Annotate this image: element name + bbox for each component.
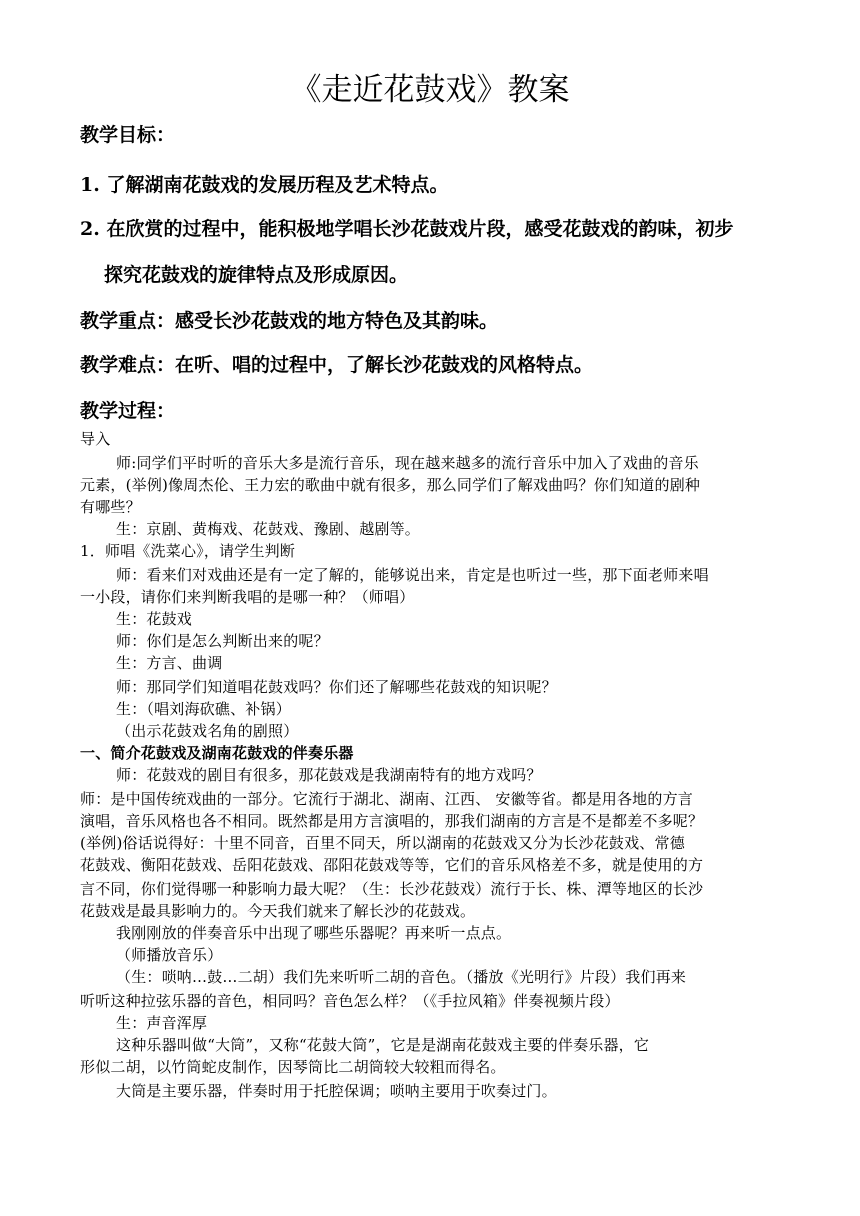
heading-line: 教学难点：在听、唱的过程中，了解长沙花鼓戏的风格特点。: [80, 354, 594, 376]
body-line: 生：（唱刘海砍礁、补锅）: [116, 700, 291, 718]
body-line: 我刚刚放的伴奏音乐中出现了哪些乐器呢？再来听一点点。: [116, 924, 512, 942]
body-line: 演唱，音乐风格也各不相同。既然都是用方言演唱的，那我们湖南的方言是不是都差不多呢？: [80, 812, 704, 830]
body-line: 花鼓戏是最具影响力的。今天我们就来了解长沙的花鼓戏。: [80, 902, 476, 920]
body-line: 元素，(举例)像周杰伦、王力宏的歌曲中就有很多，那么同学们了解戏曲吗？你们知道的剧种: [80, 476, 701, 494]
body-line: 听听这种拉弦乐器的音色，相同吗？音色怎么样？（《手拉风箱》伴奏视频片段）: [80, 992, 620, 1010]
heading-line: 1. 了解湖南花鼓戏的发展历程及艺术特点。: [80, 174, 449, 196]
body-line: 一小段，请你们来判断我唱的是哪一种？（师唱）: [80, 588, 415, 606]
body-line: 这种乐器叫做“大筒”，又称“花鼓大筒”，它是是湖南花鼓戏主要的伴奏乐器，它: [116, 1036, 650, 1054]
body-line: 师：是中国传统戏曲的一部分。它流行于湖北、湖南、江西、 安徽等省。都是用各地的方言: [80, 790, 693, 808]
body-line: 1．师唱《洗菜心》，请学生判断: [80, 542, 296, 560]
body-line: （出示花鼓戏名角的剧照）: [116, 722, 299, 740]
body-line: （师播放音乐）: [116, 946, 223, 964]
body-line: 形似二胡，以竹筒蛇皮制作，因琴筒比二胡筒较大较粗而得名。: [80, 1058, 506, 1076]
body-line: 生：花鼓戏: [116, 610, 193, 628]
body-line: 生：方言、曲调: [116, 654, 223, 672]
body-line: 师：你们是怎么判断出来的呢？: [116, 632, 329, 650]
heading-line: 教学目标：: [80, 124, 176, 146]
heading-line: 教学过程：: [80, 400, 176, 422]
body-line: 言不同，你们觉得哪一种影响力最大呢？（生：长沙花鼓戏）流行于长、株、潭等地区的长沙: [80, 880, 704, 898]
body-line: (举例)俗话说得好：十里不同音，百里不同天，所以湖南的花鼓戏又分为长沙花鼓戏、常德: [80, 834, 685, 852]
body-line: 生：京剧、黄梅戏、花鼓戏、豫剧、越剧等。: [116, 520, 421, 538]
body-line: 师：那同学们知道唱花鼓戏吗？你们还了解哪些花鼓戏的知识呢？: [116, 678, 557, 696]
body-line: 花鼓戏、衡阳花鼓戏、岳阳花鼓戏、邵阳花鼓戏等等，它们的音乐风格差不多，就是使用的方: [80, 856, 704, 874]
body-line: 师：花鼓戏的剧目有很多，那花鼓戏是我湖南特有的地方戏吗？: [116, 766, 542, 784]
heading-line: 教学重点：感受长沙花鼓戏的地方特色及其韵味。: [80, 310, 499, 332]
document-title: 《走近花鼓戏》教案: [290, 72, 570, 108]
body-line: 导入: [80, 430, 111, 448]
body-line: （生：唢呐…鼓…二胡）我们先来听听二胡的音色。（播放《光明行》片段）我们再来: [116, 968, 687, 986]
body-line: 师:同学们平时听的音乐大多是流行音乐，现在越来越多的流行音乐中加入了戏曲的音乐: [116, 454, 699, 472]
heading-line: 2. 在欣赏的过程中，能积极地学唱长沙花鼓戏片段，感受花鼓戏的韵味，初步: [80, 218, 734, 240]
section-heading: 一、简介花鼓戏及湖南花鼓戏的伴奏乐器: [80, 744, 354, 762]
body-line: 有哪些？: [80, 498, 141, 516]
body-line: 大筒是主要乐器，伴奏时用于托腔保调；唢呐主要用于吹奏过门。: [116, 1082, 557, 1100]
heading-line: 探究花鼓戏的旋律特点及形成原因。: [104, 264, 409, 286]
body-line: 生：声音浑厚: [116, 1014, 208, 1032]
body-line: 师：看来们对戏曲还是有一定了解的，能够说出来，肯定是也听过一些，那下面老师来唱: [116, 566, 709, 584]
